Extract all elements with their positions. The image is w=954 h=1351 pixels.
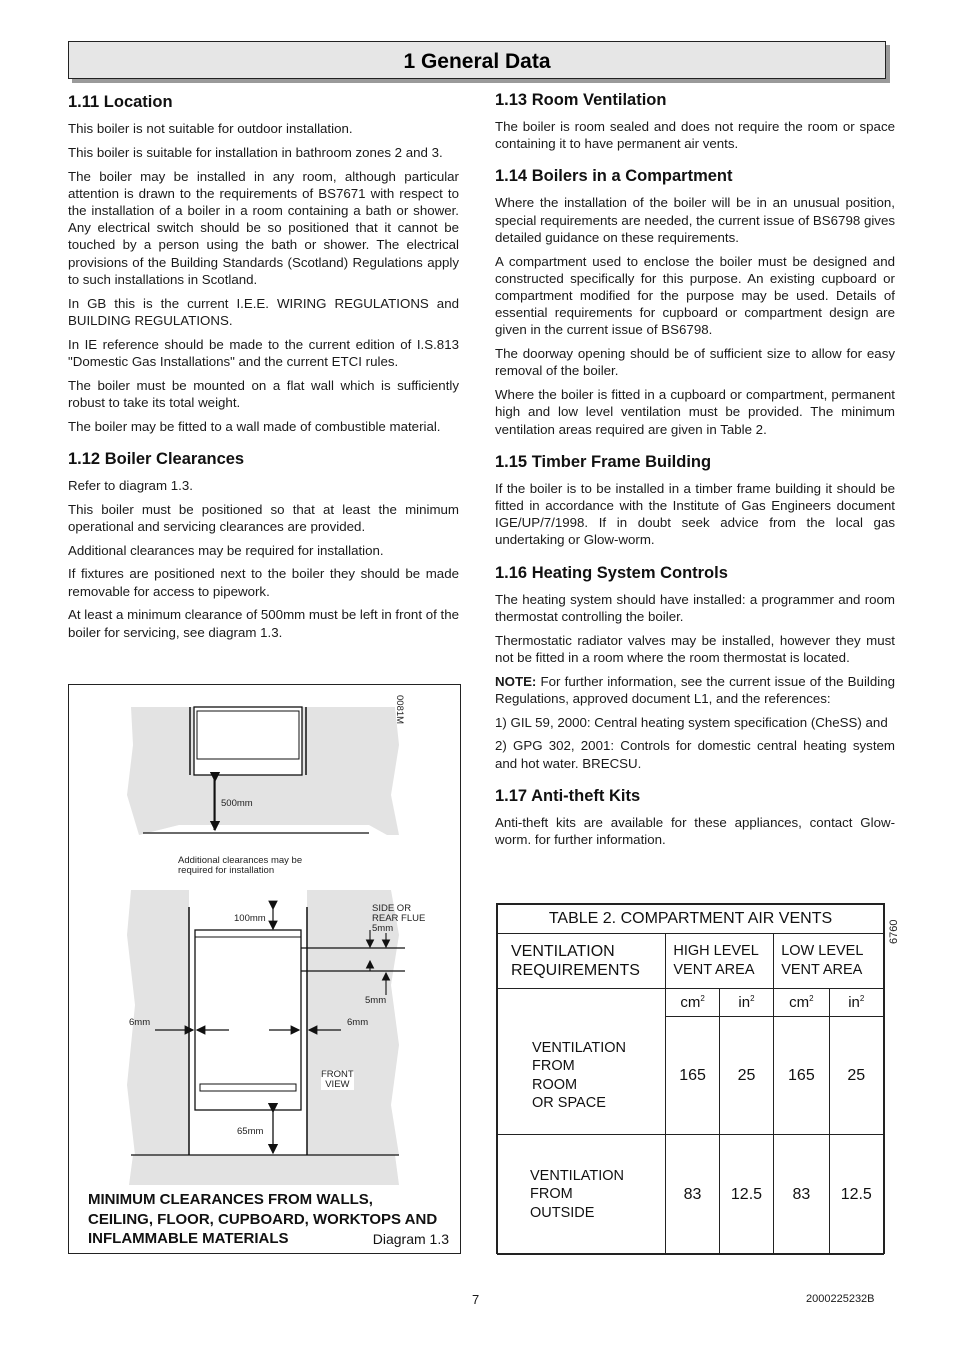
- heading-location: 1.11 Location: [68, 93, 173, 111]
- row-label-outside: VENTILATION FROM OUTSIDE: [498, 1135, 666, 1255]
- diagram-1-3: [68, 684, 461, 1254]
- paragraph: Thermostatic radiator valves may be installed, however they must not be fitted in a room where the room thermostat is located.: [495, 632, 895, 665]
- table-cell: 165: [666, 1017, 719, 1135]
- section-1-16: [495, 563, 895, 772]
- paragraph: The boiler must be mounted on a flat wall which is sufficiently robust to take its total weight.: [68, 377, 459, 410]
- label-100mm: 100mm: [234, 913, 266, 924]
- note-label: NOTE:: [495, 673, 537, 689]
- heading-boilers-compartment: 1.14 Boilers in a Compartment: [495, 167, 733, 186]
- table-cell: 12.5: [829, 1135, 883, 1255]
- heading-boiler-clearances: 1.12 Boiler Clearances: [68, 449, 245, 468]
- table-cell: 83: [774, 1135, 829, 1255]
- paragraph: This boiler is not suitable for outdoor installation.: [68, 121, 353, 136]
- section-title-bar: [68, 41, 886, 79]
- unit-cm2: $cm^2$: [666, 989, 719, 1017]
- page-number: 7: [472, 1292, 480, 1307]
- table-cell: 83: [666, 1135, 719, 1255]
- section-1-17: [495, 786, 895, 848]
- unit-in2: $in^2$: [829, 989, 883, 1017]
- boiler-top-inner: [197, 711, 299, 759]
- table-reference: 6760: [888, 919, 900, 944]
- label-6mm-right: 6mm: [347, 1017, 369, 1028]
- label-500mm: 500mm: [221, 798, 253, 809]
- section-1-15: [495, 452, 895, 549]
- heading-timber-frame: 1.15 Timber Frame Building: [495, 452, 712, 471]
- section-1-12: [68, 449, 459, 641]
- paragraph: Anti-theft kits are available for these appliances, contact Glow-worm. for further information.: [495, 814, 895, 848]
- diagram-caption: MINIMUM CLEARANCES FROM WALLS, CEILING, FLOOR, CUPBOARD, WORKTOPS AND INFLAMMABLE MATERIALS: [88, 1191, 438, 1247]
- paragraph: 2) GPG 302, 2001: Controls for domestic central heating system and hot water. BRECSU.: [495, 738, 895, 771]
- paragraph: Additional clearances may be required for installation.: [68, 542, 384, 558]
- paragraph: In IE reference should be made to the current edition of I.S.813 "Domestic Gas Installations" and the current ETCI rules.: [68, 336, 459, 369]
- paragraph: The boiler is room sealed and does not require the room or space containing it to have permanent air vents.: [495, 119, 895, 152]
- boiler-front-outline: [195, 930, 301, 1110]
- note-additional-clearances: Additional clearances may be required for installation: [178, 855, 303, 876]
- section-1-11: [68, 92, 459, 435]
- table-cell: 25: [829, 1017, 883, 1135]
- table-cell: 25: [719, 1017, 773, 1135]
- diagram-number: Diagram 1.3: [372, 1231, 449, 1247]
- section-1-13: [495, 90, 895, 152]
- paragraph: Refer to diagram 1.3.: [68, 477, 193, 493]
- label-65mm: 65mm: [237, 1126, 264, 1137]
- table-compartment-air-vents: [496, 903, 885, 1254]
- paragraph: This boiler is suitable for installation in bathroom zones 2 and 3.: [68, 144, 443, 160]
- paragraph: If fixtures are positioned next to the boiler they should be made removable for access to pipework.: [68, 566, 459, 599]
- unit-cm2: $cm^2$: [774, 989, 829, 1017]
- left-column: [68, 92, 459, 655]
- paragraph: The boiler may be fitted to a wall made of combustible material.: [68, 418, 441, 434]
- paragraph: In GB this is the current I.E.E. WIRING REGULATIONS and BUILDING REGULATIONS.: [68, 295, 459, 328]
- table-title: TABLE 2. COMPARTMENT AIR VENTS: [498, 905, 884, 934]
- page-title: 1 General Data: [403, 50, 551, 73]
- heading-heating-controls: 1.16 Heating System Controls: [495, 563, 728, 582]
- header-ventilation-requirements: VENTILATION REQUIREMENTS: [498, 934, 666, 989]
- table-cell: 165: [774, 1017, 829, 1135]
- note-paragraph: NOTE: For further information, see the current issue of the Building Regulations, approved document L1, and the references:: [495, 673, 895, 706]
- label-front-view: FRONT VIEW: [321, 1069, 354, 1090]
- label-5mm: 5mm: [365, 995, 387, 1006]
- paragraph: At least a minimum clearance of 500mm must be left in front of the boiler for servicing, see diagram 1.3.: [68, 607, 459, 640]
- header-low-level: LOW LEVEL VENT AREA: [774, 934, 884, 989]
- diagram-reference: 0081M: [394, 695, 405, 725]
- right-column: [495, 90, 895, 862]
- paragraph: The boiler may be installed in any room, although particular attention is drawn to the requirements of BS7671 with respect to the installation of a boiler in a room containing a bath or shower. Any electrical switch should be so positioned that it cannot be touched by a person using the bath or shower. The electrical provisions of the Building Standards (Scotland) Regulations apply to such installations in Scotland.: [68, 168, 459, 287]
- table-cell: 12.5: [719, 1135, 773, 1255]
- floor-shading: [129, 1155, 399, 1185]
- paragraph: If the boiler is to be installed in a timber frame building it should be fitted in accordance with the Institute of Gas Engineers document IGE/UP/7/1998. If in doubt seek advice from the local gas undertaking or Glow-worm.: [495, 480, 895, 548]
- paragraph: A compartment used to enclose the boiler must be designed and constructed specifically for this purpose. An existing cupboard or compartment modified for the purpose may be used. Details of essential requirements for cupboard or compartment design are given in the current issue of BS6798.: [495, 253, 895, 338]
- unit-in2: $in^2$: [719, 989, 773, 1017]
- row-label-room: VENTILATION FROM ROOM OR SPACE: [498, 989, 666, 1135]
- paragraph: 1) GIL 59, 2000: Central heating system specification (CheSS) and: [495, 714, 888, 730]
- clearance-diagram-graphic: [69, 685, 462, 1255]
- heading-room-ventilation: 1.13 Room Ventilation: [495, 91, 667, 109]
- paragraph: Where the boiler is fitted in a cupboard or compartment, permanent high and low level ventilation must be provided. The minimum ventilation areas required are given in Table 2.: [495, 387, 895, 437]
- paragraph: This boiler must be positioned so that at least the minimum operational and servicing clearances are provided.: [68, 501, 459, 534]
- paragraph: Where the installation of the boiler will be in an unusual position, special requirements are needed, the current issue of BS6798 gives detailed guidance on these requirements.: [495, 195, 895, 245]
- label-6mm-left: 6mm: [129, 1017, 151, 1028]
- paragraph: The doorway opening should be of sufficient size to allow for easy removal of the boiler.: [495, 346, 895, 379]
- paragraph: The heating system should have installed: a programmer and room thermostat controlling the boiler.: [495, 591, 895, 624]
- heading-anti-theft: 1.17 Anti-theft Kits: [495, 786, 641, 805]
- header-high-level: HIGH LEVEL VENT AREA: [666, 934, 774, 989]
- document-code: 2000225232B: [806, 1293, 875, 1305]
- label-flue: SIDE OR REAR FLUE 5mm: [372, 903, 426, 934]
- section-1-14: [495, 166, 895, 437]
